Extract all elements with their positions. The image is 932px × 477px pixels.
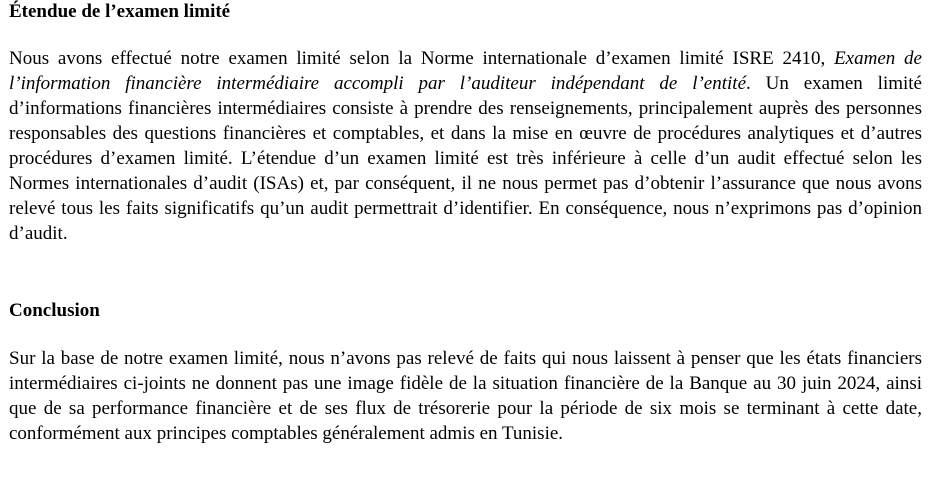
scope-heading: Étendue de l’examen limité [9,1,231,22]
conclusion-heading: Conclusion [9,300,100,321]
scope-paragraph-text-2: . Un examen limité d’informations financières intermédiaires consiste à prendre des renseignements, principalement auprès des personnes responsables des questions financières et comptables, et dans la mise en œuvre de procédures analytiques et d’autres procédures d’examen limité. L’étendue d’un examen limité est très inférieure à celle d’un audit effectué selon les Normes internationales d’audit (ISAs) et, par conséquent, il ne nous permet pas d’obtenir l’assurance que nous avons relevé tous les faits significatifs qu’un audit permettrait d’identifier. En conséquence, nous n’exprimons pas d’opinion d’audit. [9,73,922,244]
scope-paragraph [9,46,922,246]
conclusion-paragraph: Sur la base de notre examen limité, nous n’avons pas relevé de faits qui nous laissent à penser que les états financiers intermédiaires ci-joints ne donnent pas une image fidèle de la situation financière de la Banque au 30 juin 2024, ainsi que de sa performance financière et de ses flux de trésorerie pour la période de six mois se terminant à cette date, conformément aux principes comptables généralement admis en Tunisie. [9,348,922,444]
scope-paragraph-italic-title: Examen de l’information financière intermédiaire accompli par l’auditeur indépendant de l’entité [9,48,922,94]
scope-paragraph-text-1: Nous avons effectué notre examen limité selon la Norme internationale d’examen limité ISRE 2410, [9,48,835,69]
